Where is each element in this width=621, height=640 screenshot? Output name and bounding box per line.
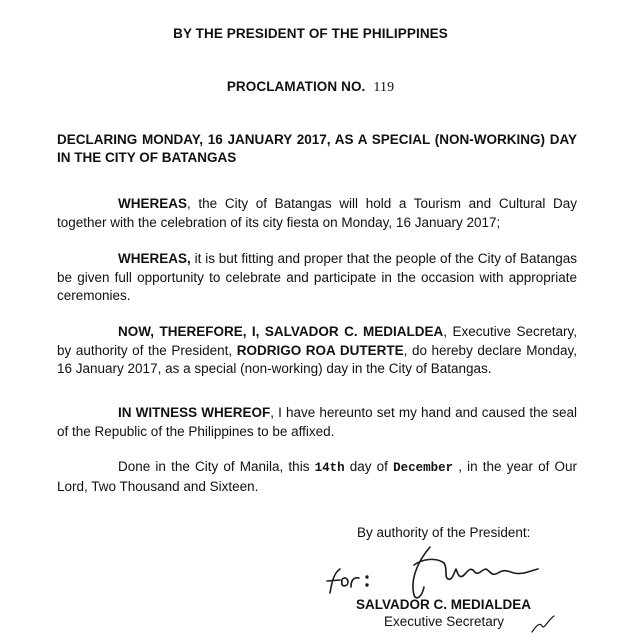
proclamation-title: DECLARING MONDAY, 16 JANUARY 2017, AS A SPECIAL (NON-WORKING) DAY IN THE CITY OF BATANGAS — [57, 132, 577, 165]
declaration-text-a: , Executive Secretary, by authority of the President, — [57, 324, 577, 358]
by-authority-line: By authority of the President: — [357, 525, 531, 540]
declaration-paragraph — [57, 323, 577, 379]
done-month: December — [393, 461, 454, 475]
whereas-text-1: , the City of Batangas will hold a Tourism and Cultural Day together with the celebration of its city fiesta on Monday, 16 January 2017; — [57, 196, 577, 230]
declaration-lead: NOW, THEREFORE, I, SALVADOR C. MEDIALDEA — [118, 324, 444, 339]
witness-lead: IN WITNESS WHEREOF — [118, 405, 271, 420]
proclamation-heading — [0, 79, 621, 96]
done-text-a: Done in the City of Manila, this — [118, 459, 315, 474]
issuing-office-heading: BY THE PRESIDENT OF THE PHILIPPINES — [173, 26, 448, 41]
signatory-name: SALVADOR C. MEDIALDEA — [356, 597, 531, 612]
done-day: 14th — [314, 461, 345, 475]
done-text-c: , in the year of Our Lord, Two Thousand and Sixteen. — [57, 459, 578, 494]
whereas-paragraph-1 — [57, 195, 577, 232]
whereas-text-2: it is but fitting and proper that the people of the City of Batangas be given full opportunity to celebrate and participate in the occasion with appropriate ceremonies. — [57, 251, 577, 303]
witness-text: , I have hereunto set my hand and caused the seal of the Republic of the Philippines to be affixed. — [57, 405, 578, 439]
whereas-lead-2: WHEREAS, — [118, 251, 191, 266]
proclamation-number: 119 — [373, 80, 395, 95]
signatory-position: Executive Secretary — [384, 614, 505, 629]
declaration-text-b: , do hereby declare Monday, 16 January 2017, as a special (non-working) day in the City of Batangas. — [57, 342, 578, 376]
handwritten-signature — [318, 543, 553, 603]
witness-paragraph — [57, 404, 577, 441]
handwritten-initials — [528, 612, 558, 636]
proclamation-label: PROCLAMATION NO. — [226, 79, 366, 94]
president-name: RODRIGO ROA DUTERTE — [236, 342, 404, 358]
whereas-paragraph-2 — [57, 250, 577, 306]
done-paragraph — [57, 458, 577, 496]
done-text-b: day of — [344, 459, 394, 474]
whereas-lead-1: WHEREAS — [118, 196, 188, 211]
